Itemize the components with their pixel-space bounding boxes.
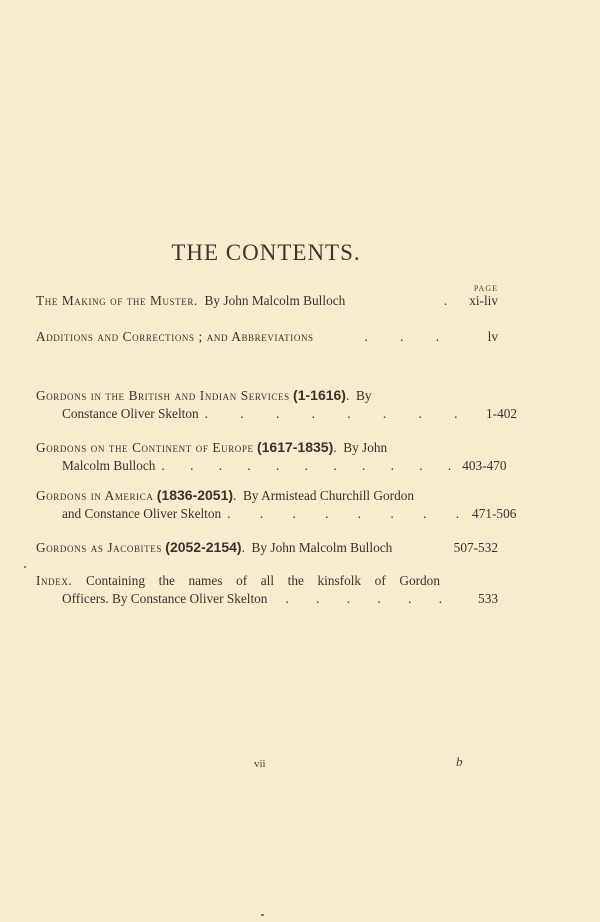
index-word: of bbox=[236, 573, 248, 588]
entry-leader-dots: . bbox=[443, 293, 448, 308]
entry-title: The Making of the Muster. bbox=[36, 293, 198, 308]
entry-leader-dots: . . . . . . . . bbox=[227, 506, 473, 521]
toc-entry-america: Gordons in America (1836-2051) . By Armistead Churchill Gordon and Constance Oliver Skelton . . . . . . . . 471-506 bbox=[36, 487, 517, 521]
index-word: all bbox=[260, 573, 275, 588]
page-title: THE CONTENTS. bbox=[171, 240, 361, 265]
entry-author-end: Constance Oliver Skelton bbox=[62, 406, 199, 421]
entry-author-end: Malcolm Bulloch bbox=[62, 458, 156, 473]
signature-mark: b bbox=[456, 754, 463, 769]
toc-entry-jacobites: Gordons as Jacobites (2052-2154) . By John Malcolm Bulloch 507-532 bbox=[36, 539, 498, 555]
entry-range: (1836-2051) bbox=[156, 487, 234, 503]
index-word: Containing bbox=[85, 573, 146, 588]
entry-range: (1-1616) bbox=[293, 387, 346, 403]
index-word: Gordon bbox=[399, 573, 440, 588]
entry-author: By John Malcolm Bulloch bbox=[251, 540, 393, 555]
entry-range: (1617-1835) bbox=[256, 439, 334, 455]
entry-title: Gordons on the Continent of Europe bbox=[36, 440, 254, 455]
entry-page: 471-506 bbox=[472, 506, 517, 521]
entry-leader-dots: . . . . . . bbox=[285, 591, 455, 606]
entry-author-end: and Constance Oliver Skelton bbox=[62, 506, 222, 521]
entry-author-start: By Armistead Churchill Gordon bbox=[243, 488, 415, 503]
entry-title: Gordons in America bbox=[36, 488, 154, 503]
entry-author-start: By bbox=[355, 388, 372, 403]
index-word: the bbox=[158, 573, 175, 588]
entry-author-start: By John bbox=[343, 440, 388, 455]
entry-title: Additions and Corrections ; and Abbreviations bbox=[36, 329, 314, 344]
entry-page: lv bbox=[487, 329, 498, 344]
entry-author-end: Officers. By Constance Oliver Skelton bbox=[62, 591, 268, 606]
toc-entry-additions bbox=[36, 328, 498, 346]
toc-entry-continent: Gordons on the Continent of Europe (1617-1835) . By John Malcolm Bulloch . . . . . . . . . . . 403-470 bbox=[36, 439, 507, 473]
index-word: names bbox=[188, 573, 223, 588]
index-word: kinsfolk bbox=[317, 573, 362, 588]
index-word: the bbox=[287, 573, 304, 588]
toc-entry-index bbox=[36, 572, 498, 608]
folio-page-number: vii bbox=[254, 758, 266, 770]
entry-page: xi-liv bbox=[469, 293, 498, 308]
entry-leader-dots: . . . . . . . . bbox=[204, 406, 473, 421]
entry-page: 1-402 bbox=[486, 406, 518, 421]
entry-leader-dots: . . . . . . . . . . . bbox=[161, 458, 463, 473]
entry-page: 403-470 bbox=[462, 458, 507, 473]
toc-entry-british-indian: Gordons in the British and Indian Services (1-1616) . By Constance Oliver Skelton . . . . . . . . 1-402 bbox=[36, 387, 518, 421]
index-word: of bbox=[374, 573, 386, 588]
entry-title: Gordons as Jacobites bbox=[36, 540, 162, 555]
entry-leader-dots: . . . bbox=[364, 329, 454, 344]
toc-entry-making-of-muster bbox=[36, 292, 498, 310]
entry-page: 507-532 bbox=[453, 540, 498, 555]
entry-author: By John Malcolm Bulloch bbox=[204, 293, 346, 308]
entry-page: 533 bbox=[478, 591, 498, 606]
entry-range: (2052-2154) bbox=[165, 539, 242, 555]
paper-speck bbox=[261, 914, 264, 916]
entry-title: Index. bbox=[36, 573, 73, 588]
paper-speck bbox=[24, 566, 26, 568]
entry-title: Gordons in the British and Indian Services bbox=[36, 388, 290, 403]
page-column-label: PAGE bbox=[473, 284, 498, 293]
